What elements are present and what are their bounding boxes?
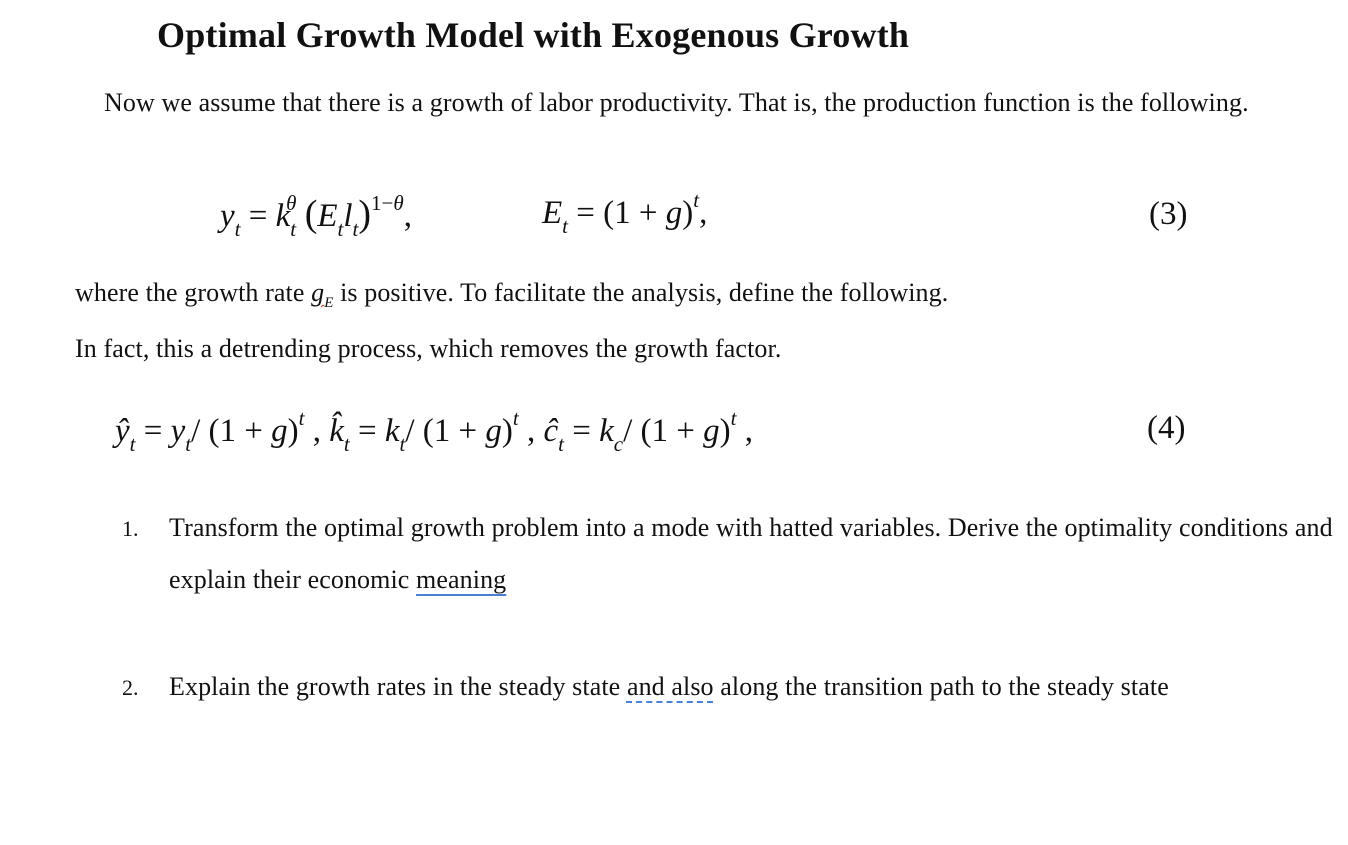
hatted-variables-equation: $ŷ_t = y_t/$ $(1 + g)^t$ , $k̂_t = k_t/$ $(1 + g)^t$ , $ĉ_t = k_c/$ $(1 + g)^t$ , [115, 406, 753, 456]
list-item-1: Transform the optimal growth problem into a mode with hatted variables. Derive the optimality conditions and explain their economic meaning [169, 513, 1333, 594]
style-flag[interactable]: and also [626, 672, 714, 701]
grammar-flag[interactable]: meaning [416, 565, 507, 594]
growth-rate-paragraph: where the growth rate $g_E$ is positive. To facilitate the analysis, define the following. [75, 278, 949, 312]
spellcheck-flag[interactable]: $g_E$ [311, 278, 334, 312]
intro-paragraph: Now we assume that there is a growth of labor productivity. That is, the production function is the following. [104, 88, 1249, 117]
production-function-equation: $y_t = k_t^\theta$ $(E_tl_t)^{1-\theta}$, [220, 191, 412, 241]
list-item-2: Explain the growth rates in the steady state and also along the transition path to the steady state [169, 672, 1169, 701]
detrend-paragraph: In fact, this a detrending process, which removes the growth factor. [75, 334, 782, 363]
equation-number-4: (4) [1147, 410, 1186, 446]
productivity-equation: $E_t = (1 + g)^t$, [542, 188, 708, 238]
list-marker-2: 2. [122, 675, 139, 700]
document-title: Optimal Growth Model with Exogenous Growth [157, 15, 910, 55]
equation-number-3: (3) [1149, 196, 1188, 232]
list-marker-1: 1. [122, 516, 139, 541]
